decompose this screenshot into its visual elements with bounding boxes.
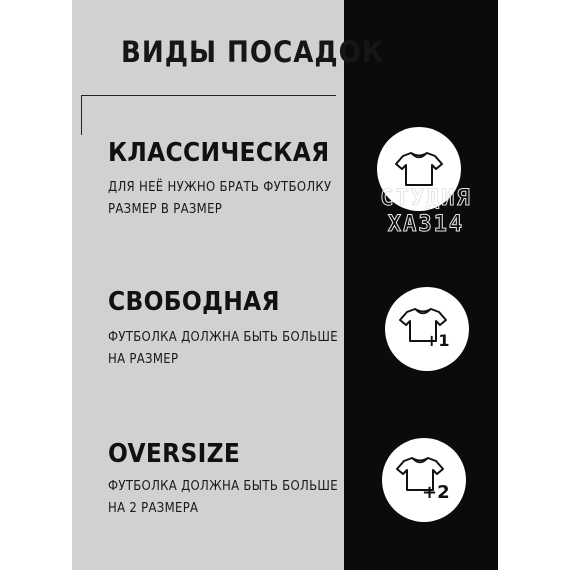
title-divider — [81, 95, 336, 96]
divider-tick — [81, 95, 82, 135]
desc-line: ФУТБОЛКА ДОЛЖНА БЫТЬ БОЛЬШЕ — [108, 330, 338, 345]
studio-watermark — [366, 186, 486, 238]
t-shirt-plus-one-icon — [385, 287, 469, 371]
desc-line: ФУТБОЛКА ДОЛЖНА БЫТЬ БОЛЬШЕ — [108, 479, 338, 494]
section-desc-classic — [108, 177, 331, 221]
size-plus-two-label: +2 — [422, 482, 450, 503]
size-plus-one-label: +1 — [425, 331, 450, 350]
t-shirt-plus-two-icon — [382, 438, 466, 522]
watermark-line: ХАЗ14 — [387, 212, 465, 237]
section-desc-loose — [108, 327, 338, 371]
section-desc-oversize — [108, 476, 338, 520]
section-title-classic: КЛАССИЧЕСКАЯ — [108, 138, 330, 168]
watermark-line: СТУДИЯ — [380, 186, 472, 211]
desc-line: НА 2 РАЗМЕРА — [108, 501, 199, 516]
section-title-loose: СВОБОДНАЯ — [108, 287, 280, 317]
page-title: ВИДЫ ПОСАДОК — [121, 35, 385, 69]
desc-line: ДЛЯ НЕЁ НУЖНО БРАТЬ ФУТБОЛКУ — [108, 180, 332, 195]
section-title-oversize: OVERSIZE — [108, 439, 241, 469]
desc-line: РАЗМЕР В РАЗМЕР — [108, 202, 223, 217]
desc-line: НА РАЗМЕР — [108, 352, 179, 367]
